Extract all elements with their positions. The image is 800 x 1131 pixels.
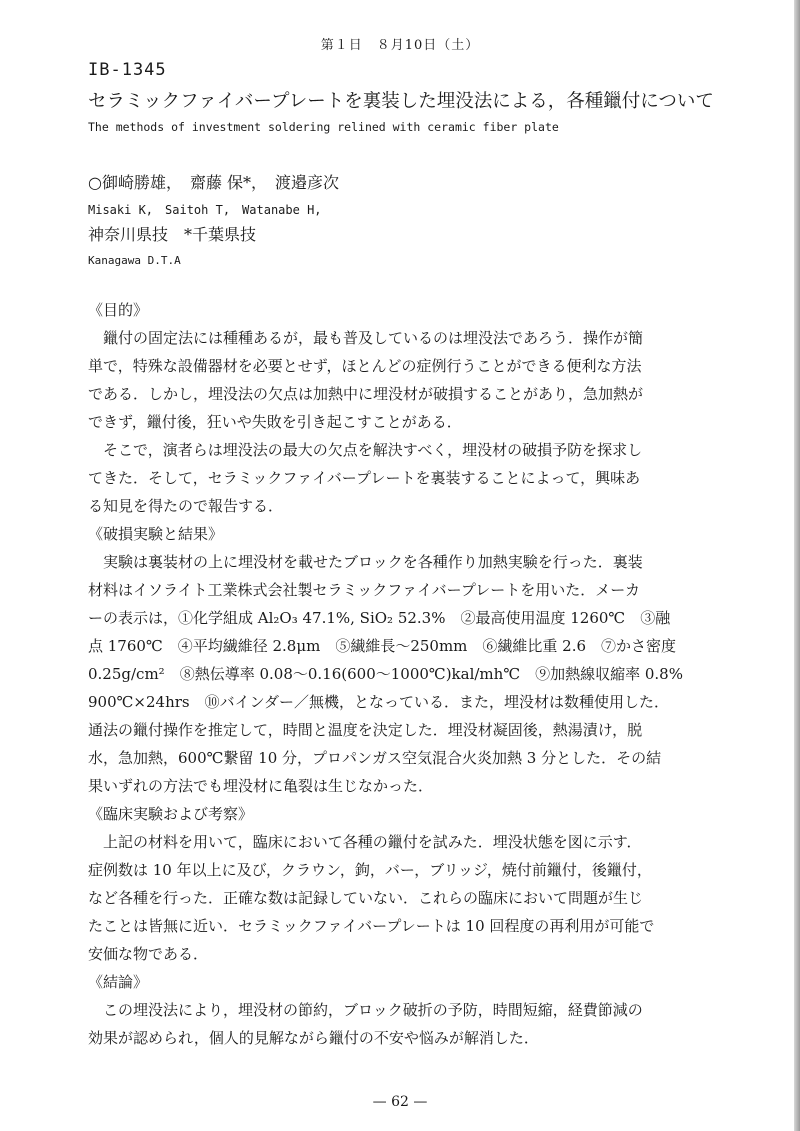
- section-conclusion: [88, 968, 713, 1052]
- paragraph-line: 0.25g/cm² ⑧熱伝導率 0.08〜0.16(600〜1000℃)kal/mh℃ ⑨加熱線収縮率 0.8%: [88, 665, 683, 683]
- section-heading: 《結論》: [88, 973, 149, 991]
- paragraph-line: そこで，演者らは埋没法の最大の欠点を解決すべく，埋没材の破損予防を探求し: [103, 441, 643, 459]
- paragraph-line: 果いずれの方法でも埋没材に亀裂は生じなかった．: [88, 777, 434, 795]
- paragraph-line: 材料はイソライト工業株式会社製セラミックファイバープレートを用いた．メーカ: [88, 581, 641, 599]
- paragraph-line: 単で，特殊な設備器材を必要とせず，ほとんどの症例行うことができる便利な方法: [88, 357, 642, 375]
- abstract-body: [88, 296, 713, 1052]
- section-clinical: [88, 800, 713, 968]
- section-heading: 《破損実験と結果》: [88, 525, 224, 543]
- paragraph-line: ーの表示は，①化学組成 Al₂O₃ 47.1%, SiO₂ 52.3% ②最高使用温度 1260℃ ③融: [88, 609, 671, 627]
- affiliation-japanese: 神奈川県技 *千葉県技: [88, 225, 257, 244]
- paragraph-line: 実験は裏装材の上に埋没材を載せたブロックを各種作り加熱実験を行った．裏装: [103, 553, 643, 571]
- paragraph-line: この埋没法により，埋没材の節約，ブロック破折の予防，時間短縮，経費節減の: [103, 1001, 643, 1019]
- paragraph-line: る知見を得たので報告する．: [88, 497, 284, 515]
- page-number: — 62 —: [372, 1094, 428, 1110]
- abstract-id: IB-1345: [88, 60, 167, 80]
- paragraph-line: 鑞付の固定法には種種あるが，最も普及しているのは埋没法であろう．操作が簡: [103, 329, 644, 347]
- section-experiment: [88, 520, 713, 800]
- paragraph-line: 点 1760℃ ④平均繊維径 2.8μm ⑤繊維長〜250mm ⑥繊維比重 2.6 ⑦かさ密度: [88, 637, 677, 655]
- paragraph-line: 水，急加熱，600℃繋留 10 分，プロパンガス空気混合火炎加熱 3 分とした．その結: [88, 749, 662, 767]
- authors-japanese: ○御崎勝雄， 齋藤 保*， 渡邉彦次: [88, 173, 340, 192]
- title-english: The methods of investment soldering relined with ceramic fiber plate: [88, 120, 559, 134]
- section-heading: 《目的》: [88, 301, 149, 319]
- paragraph-line: 上記の材料を用いて，臨床において各種の鑞付を試みた．埋没状態を図に示す．: [103, 833, 642, 851]
- paragraph-line: てきた．そして，セラミックファイバープレートを裏装することによって，興味あ: [88, 469, 641, 487]
- paragraph-line: である．しかし，埋没法の欠点は加熱中に埋没材が破損することがあり，急加熱が: [88, 385, 644, 403]
- paragraph-line: たことは皆無に近い．セラミックファイバープレートは 10 回程度の再利用が可能で: [88, 917, 655, 935]
- section-heading: 《臨床実験および考察》: [88, 805, 254, 823]
- authors-english: Misaki K, Saitoh T, Watanabe H,: [88, 203, 322, 217]
- affiliation-english: Kanagawa D.T.A: [88, 254, 181, 267]
- paragraph-line: できず，鑞付後，狂いや失敗を引き起こすことがある．: [88, 413, 462, 431]
- paragraph-line: 通法の鑞付操作を推定して，時間と温度を決定した．埋没材凝固後，熱湯漬け，脱: [88, 721, 643, 739]
- session-header: 第１日 ８月10日（土）: [320, 38, 480, 53]
- paragraph-line: 900℃×24hrs ⑩バインダー／無機，となっている．また，埋没材は数種使用した．: [88, 693, 669, 711]
- paragraph-line: など各種を行った．正確な数は記録していない．これらの臨床において問題が生じ: [88, 889, 644, 907]
- page-edge-shadow: [794, 0, 800, 1131]
- paragraph-line: 効果が認められ，個人的見解ながら鑞付の不安や悩みが解消した．: [88, 1029, 539, 1047]
- title-japanese: セラミックファイバープレートを裏装した埋没法による，各種鑞付について: [88, 91, 714, 112]
- paragraph-line: 症例数は 10 年以上に及び，クラウン，鉤，バー，ブリッジ，焼付前鑞付，後鑞付，: [88, 861, 652, 879]
- section-objective: [88, 296, 713, 520]
- paragraph-line: 安価な物である．: [88, 945, 209, 963]
